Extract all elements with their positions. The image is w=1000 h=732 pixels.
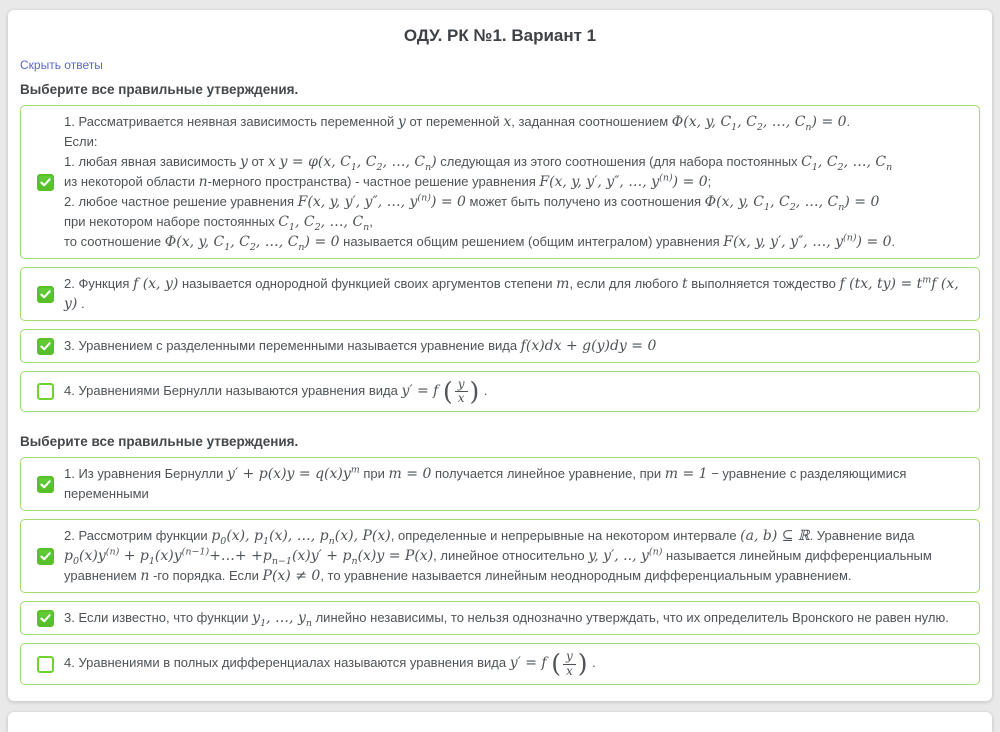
answer-checkbox[interactable]	[37, 476, 54, 493]
question-box-2-2	[20, 519, 980, 593]
question-box-2-1	[20, 457, 980, 511]
checkmark-icon	[40, 178, 51, 187]
question-text: 4. Уравнениями в полных дифференциалах называются уравнения вида y′ = f ( $\frac{y}{x}$ ) .	[64, 649, 596, 679]
question-text: 3. Уравнением с разделенными переменными называется уравнение вида f(x)dx + g(y)dy = 0	[64, 338, 657, 354]
next-page-card	[8, 712, 992, 732]
section-1-heading: Выберите все правильные утверждения.	[20, 82, 299, 97]
question-text: 3. Если известно, что функции $y_1$, …, $y_n$ линейно независимы, то нельзя однозначно утверждать, что их определитель Вронского не равен нулю.	[64, 610, 949, 630]
page-title: ОДУ. РК №1. Вариант 1	[403, 26, 597, 45]
answer-checkbox[interactable]	[37, 610, 54, 627]
checkmark-icon	[40, 480, 51, 489]
question-box-2-3	[20, 601, 980, 635]
answer-checkbox[interactable]	[37, 174, 54, 191]
question-text: 1. Из уравнения Бернулли $y' + p(x)y = q(x)y^m$ при m = 0 получается линейное уравнение, при m = 1 − уравнение с разделяющимися переменными	[64, 464, 907, 502]
answer-checkbox[interactable]	[37, 383, 54, 400]
answer-checkbox[interactable]	[37, 338, 54, 355]
question-box-1-2	[20, 267, 980, 321]
question-text: 2. Функция f (x, y) называется однородной функцией своих аргументов степени m, если для любого t выполняется тождество f (tx, $ty) = t^mf$ (x, y) .	[64, 274, 959, 312]
question-text: 4. Уравнениями Бернулли называются уравнения вида y′ = f ( $\frac{y}{x}$ ) .	[64, 376, 488, 406]
section-2-heading: Выберите все правильные утверждения.	[20, 434, 299, 450]
hide-answers-link[interactable]: Скрыть ответы	[20, 58, 103, 72]
quiz-card	[8, 10, 992, 701]
question-box-1-4	[20, 371, 980, 412]
checkmark-icon	[40, 614, 51, 623]
checkmark-icon	[40, 342, 51, 351]
checkmark-icon	[40, 552, 51, 561]
answer-checkbox[interactable]	[37, 286, 54, 303]
question-text: 2. Рассмотрим функции $p_0(x)$, $p_1(x)$, …, $p_n(x)$, P(x), определенные и непрерывные на некотором интервале (a, b) ⊆ ℝ. Уравнение вида $p_0(x)y^{(n)}$ + $p_1(x)y^{(n-1)}+\dots+ +p_{n-1}(x)y' + p_n(x)y = P(x)$, линейное относительно y, y′, .., $y^{(n)}$ называется линейным дифференциальным уравнением n -го порядка. Если P(x) ≠ 0, то уравнение называется линейным неоднородным дифференциальным уравнением.	[64, 528, 932, 585]
question-box-2-4	[20, 643, 980, 684]
question-box-1-3	[20, 329, 980, 363]
answer-checkbox[interactable]	[37, 656, 54, 673]
question-text: 1. Рассматривается неявная зависимость переменной y от переменной x, заданная соотношением Φ(x, y, $C_1$, $C_2$, …, $C_n) = 0$. Если: 1. любая явная зависимость y от x y = φ(x, $C_1$, $C_2$, …, $C_n$) следующая из этого соотношения (для набора постоянных $C_1$, $C_2$, …, $C_n$ из некоторой области n-мерного пространства) - частное решение уравнения F(x, y, y′, y″, …, $y^{(n)}) = 0$; 2. любое частное решение уравнения F(x, y, y′, y″, …, $y^{(n)}) = 0$ может быть получено из соотношения Φ(x, y, $C_1$, $C_2$, …, $C_n) = 0$ при некотором наборе постоянных $C_1$, $C_2$, …, $C_n$, то соотношение Φ(x, y, $C_1$, $C_2$, …, $C_n) = 0$ называется общим решением (общим интегралом) уравнения F(x, y, y′, y″, …, $y^{(n)}) = 0$.	[64, 114, 896, 253]
answer-checkbox[interactable]	[37, 548, 54, 565]
question-box-1-1	[20, 105, 980, 259]
checkmark-icon	[40, 290, 51, 299]
